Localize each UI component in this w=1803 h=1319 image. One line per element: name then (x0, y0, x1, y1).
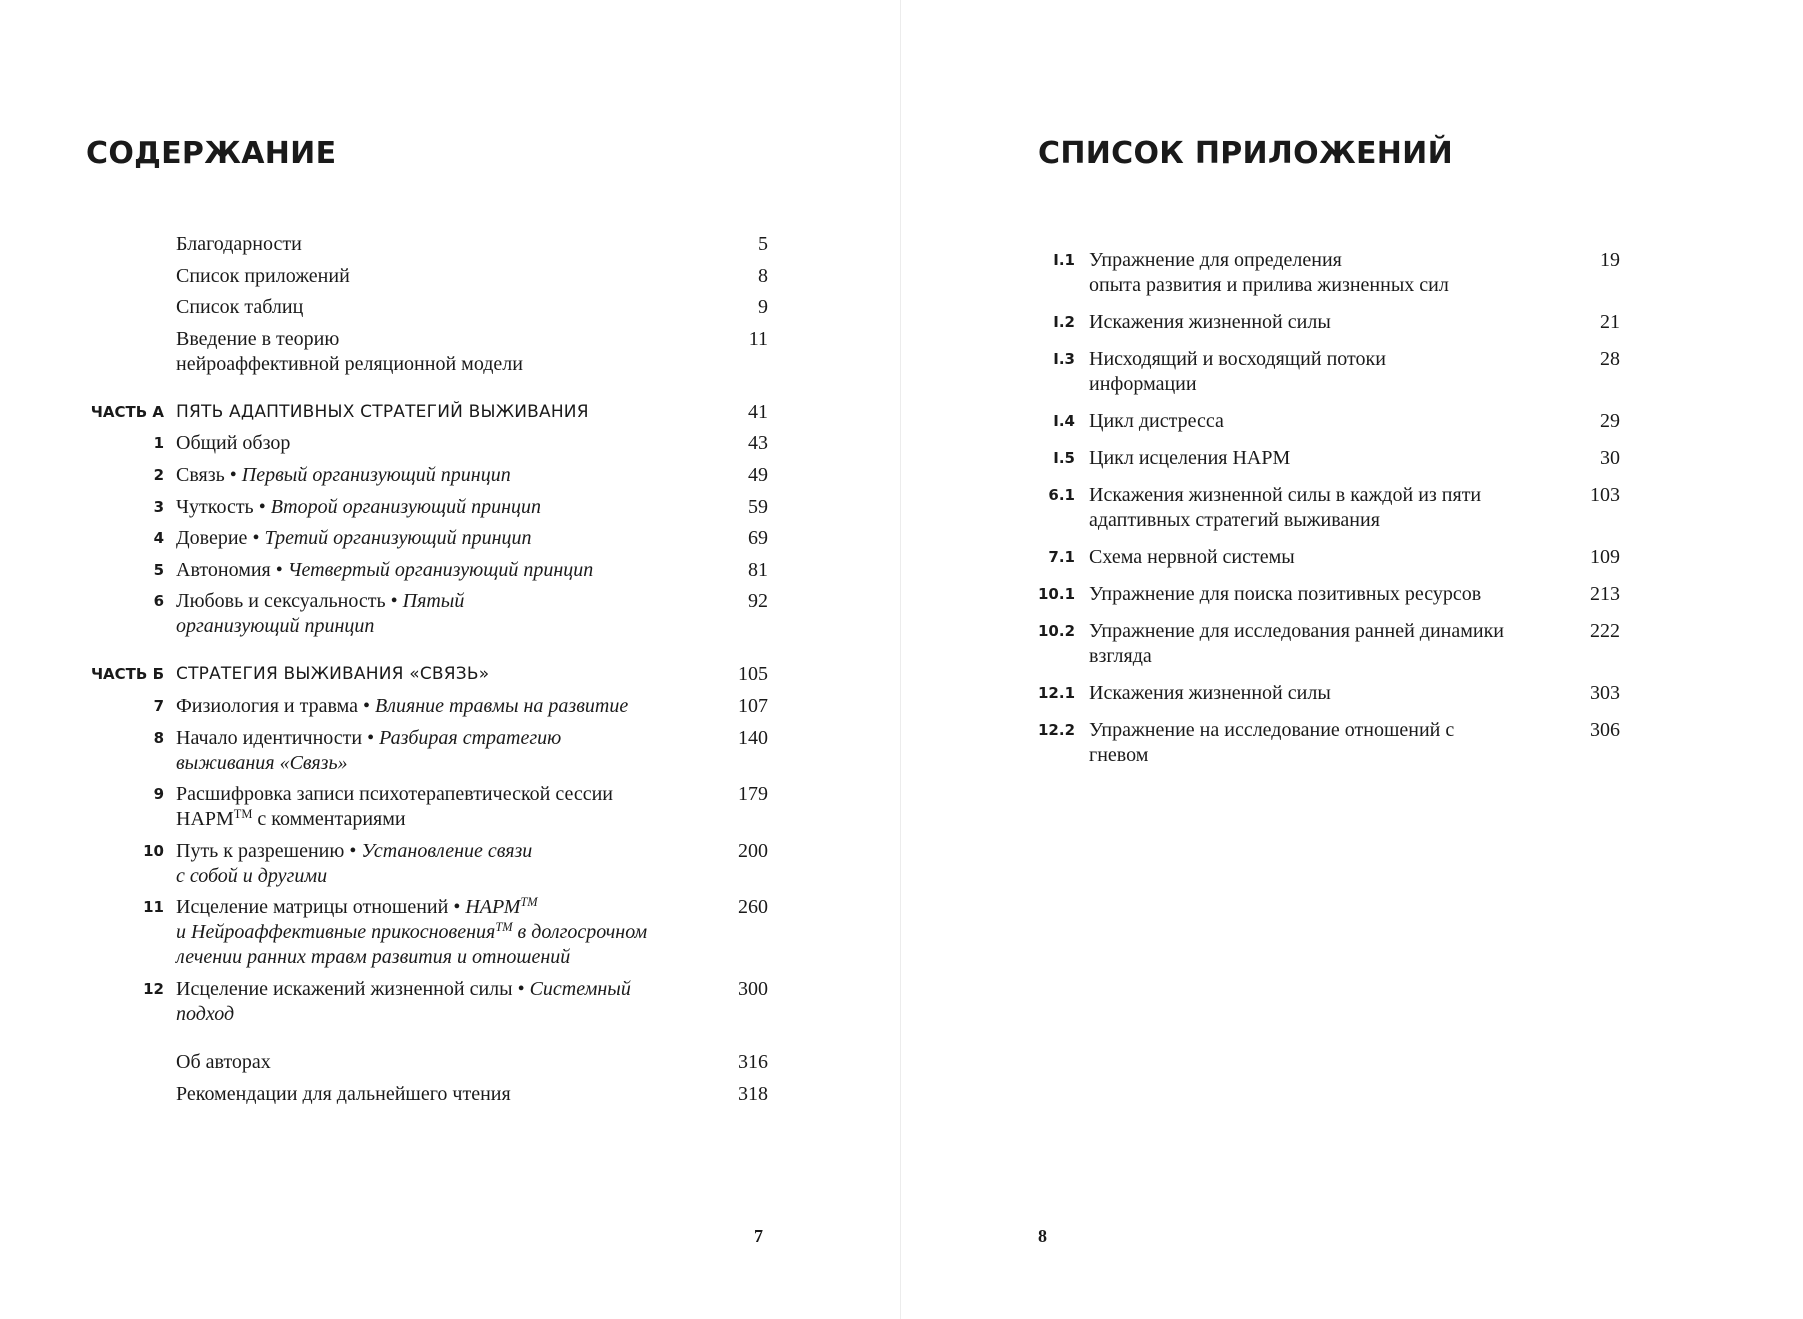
chapter-main-title: НАРМ (176, 808, 234, 831)
toc-chapter-6[interactable] (86, 589, 768, 639)
toc-chapter-5[interactable] (86, 558, 768, 583)
toc-entry-page: 300 (738, 977, 768, 1000)
chapter-subtitle: лечении ранних травм развития и отношений (176, 946, 571, 969)
appendix-page: 28 (1600, 348, 1620, 370)
appendix-number: I.5 (1053, 449, 1075, 467)
trademark-mark: TM (520, 895, 538, 910)
bullet-separator: • (517, 977, 525, 1000)
toc-entry-page: 140 (738, 726, 768, 749)
chapter-number: 12 (143, 979, 164, 998)
toc-entry-page: 9 (758, 296, 768, 319)
bullet-separator: • (275, 558, 283, 581)
appendix-title-line: Искажения жизненной силы в каждой из пяти (1089, 484, 1482, 506)
appendix-entry-10-2[interactable] (1038, 619, 1620, 669)
chapter-title (176, 895, 708, 970)
chapter-number: 3 (153, 497, 164, 516)
chapter-title (176, 839, 708, 889)
toc-entry-page: 49 (748, 463, 768, 486)
appendix-page: 29 (1600, 410, 1620, 432)
chapter-number: 5 (153, 560, 164, 579)
chapter-subtitle: Четвертый организующий принцип (287, 558, 594, 581)
toc-entry-title: Благодарности (176, 233, 302, 255)
chapter-number: 7 (153, 696, 164, 715)
toc-entry-title (176, 327, 708, 377)
chapter-subtitle: Системный (529, 977, 631, 1000)
chapter-number: 4 (153, 529, 164, 548)
appendix-title-line: адаптивных стратегий выживания (1089, 509, 1380, 531)
appendix-page: 30 (1600, 447, 1620, 469)
toc-entry-page: 105 (738, 663, 768, 686)
part-title: ПЯТЬ АДАПТИВНЫХ СТРАТЕГИЙ ВЫЖИВАНИЯ (176, 401, 589, 422)
bullet-separator: • (390, 590, 398, 613)
trademark-mark: TM (495, 920, 513, 935)
chapter-main-title: Начало идентичности (176, 726, 363, 749)
toc-entry-about-authors[interactable] (86, 1050, 768, 1075)
appendix-number: 10.1 (1038, 585, 1076, 603)
appendix-number: 7.1 (1048, 548, 1075, 566)
appendix-entry-10-1[interactable] (1038, 582, 1620, 607)
chapter-subtitle: Разбирая стратегию (379, 726, 562, 749)
toc-chapter-9[interactable] (86, 782, 768, 832)
chapter-title (176, 782, 708, 832)
toc-chapter-7[interactable] (86, 694, 768, 719)
appendix-title: Искажения жизненной силы (1089, 311, 1331, 333)
toc-entry-page: 59 (748, 495, 768, 518)
appendix-entry-i5[interactable] (1038, 446, 1620, 471)
appendix-page: 222 (1590, 620, 1620, 642)
appendix-page: 303 (1590, 682, 1620, 704)
appendix-number: 6.1 (1048, 486, 1075, 504)
toc-entry-page: 43 (748, 432, 768, 455)
chapter-title (176, 495, 708, 520)
chapter-subtitle: подход (176, 1002, 235, 1025)
toc-entry-acknowledgements[interactable] (86, 232, 768, 257)
chapter-title: Общий обзор (176, 432, 291, 455)
appendix-page: 21 (1600, 311, 1620, 333)
appendix-page: 19 (1600, 249, 1620, 271)
toc-chapter-10[interactable] (86, 839, 768, 889)
appendix-entry-12-1[interactable] (1038, 681, 1620, 706)
appendix-number: I.2 (1053, 313, 1075, 331)
bullet-separator: • (367, 726, 375, 749)
toc-chapter-8[interactable] (86, 726, 768, 776)
appendix-page: 103 (1590, 484, 1620, 506)
appendix-number: I.3 (1053, 350, 1075, 368)
toc-entry-further-reading[interactable] (86, 1082, 768, 1107)
bullet-separator: • (258, 495, 266, 518)
toc-entry-page: 107 (738, 694, 768, 717)
toc-chapter-2[interactable] (86, 463, 768, 488)
toc-entry-page: 260 (738, 896, 768, 919)
chapter-main-title: Физиология и травма (176, 694, 358, 717)
toc-entry-page: 318 (738, 1082, 768, 1105)
chapter-title (176, 558, 708, 583)
toc-chapter-12[interactable] (86, 977, 768, 1027)
appendix-title: Цикл исцеления НАРМ (1089, 447, 1291, 469)
chapter-number: 6 (153, 592, 164, 611)
chapter-number: 8 (153, 728, 164, 747)
toc-entry-title: Список таблиц (176, 296, 304, 319)
chapter-main-title: Автономия (176, 558, 271, 581)
appendix-title: Упражнение для исследования ранней динамики взгляда (1089, 620, 1505, 667)
appendix-number: 12.2 (1038, 721, 1076, 739)
appendix-number: I.1 (1053, 251, 1075, 269)
appendix-title (1089, 483, 1560, 533)
appendix-entry-i4[interactable] (1038, 409, 1620, 434)
appendix-entry-i2[interactable] (1038, 310, 1620, 335)
chapter-subtitle: Третий организующий принцип (264, 527, 532, 550)
appendix-number: 10.2 (1038, 622, 1076, 640)
chapter-number: 9 (153, 785, 164, 804)
chapter-main-title: Доверие (176, 527, 248, 550)
chapter-subtitle: и Нейроаффективные прикосновения (176, 921, 496, 944)
toc-entry-page: 11 (748, 327, 768, 350)
appendix-page: 109 (1590, 546, 1620, 568)
chapter-number: 10 (143, 841, 164, 860)
chapter-subtitle: выживания «Связь» (176, 751, 348, 774)
contents-heading: СОДЕРЖАНИЕ (86, 136, 337, 171)
chapter-title (176, 463, 708, 488)
toc-entry-introduction[interactable] (86, 327, 768, 377)
appendix-title (1089, 248, 1560, 298)
toc-entry-title: Список приложений (176, 264, 350, 287)
toc-entry-page: 92 (748, 590, 768, 613)
toc-entry-page: 179 (738, 783, 768, 806)
appendix-page: 213 (1590, 583, 1620, 605)
chapter-main-title: Любовь и сексуальность (176, 590, 386, 613)
toc-part-b[interactable] (86, 662, 768, 687)
appendix-entry-7-1[interactable] (1038, 545, 1620, 570)
part-label: ЧАСТЬ А (90, 402, 164, 421)
appendix-title: Упражнение на исследование отношений с гневом (1089, 719, 1455, 766)
appendix-title-line: Упражнение для определения (1089, 249, 1342, 271)
toc-entry-page: 8 (758, 264, 768, 287)
toc-part-a[interactable] (86, 400, 768, 425)
page-number: 8 (1038, 1226, 1047, 1246)
bullet-separator: • (229, 463, 237, 486)
chapter-main-title: Связь (176, 463, 225, 486)
toc-entry-page: 316 (738, 1050, 768, 1073)
chapter-number: 2 (153, 465, 164, 484)
left-page (0, 0, 900, 1319)
appendix-number: I.4 (1053, 412, 1075, 430)
appendix-list-heading: СПИСОК ПРИЛОЖЕНИЙ (1038, 136, 1453, 171)
chapter-main-title: Путь к разрешению (176, 839, 345, 862)
part-title: СТРАТЕГИЯ ВЫЖИВАНИЯ «СВЯЗЬ» (176, 664, 490, 685)
chapter-subtitle: Первый организующий принцип (241, 463, 511, 486)
appendix-entry-12-2[interactable] (1038, 718, 1620, 768)
appendix-title: Искажения жизненной силы (1089, 682, 1331, 704)
appendix-title-line: опыта развития и прилива жизненных сил (1089, 274, 1449, 296)
chapter-subtitle: Второй организующий принцип (270, 495, 541, 518)
chapter-main-title: Чуткость (176, 495, 254, 518)
toc-entry-title-line: нейроаффективной реляционной модели (176, 352, 523, 375)
chapter-number: 1 (153, 434, 164, 453)
part-label: ЧАСТЬ Б (90, 665, 164, 684)
chapter-title (176, 977, 708, 1027)
appendix-entry-6-1[interactable] (1038, 483, 1620, 533)
appendix-entry-i1[interactable] (1038, 248, 1620, 298)
chapter-subtitle: в долгосрочном (512, 921, 648, 944)
toc-chapter-3[interactable] (86, 495, 768, 520)
bullet-separator: • (252, 527, 260, 550)
toc-entry-title: Об авторах (176, 1050, 271, 1073)
chapter-title (176, 589, 708, 639)
chapter-subtitle: Установление связи (361, 839, 533, 862)
appendix-title: Цикл дистресса (1089, 410, 1224, 432)
page-number: 7 (754, 1226, 763, 1246)
toc-chapter-11[interactable] (86, 895, 768, 970)
chapter-main-title: Исцеление искажений жизненной силы (176, 977, 513, 1000)
chapter-subtitle: Влияние травмы на развитие (375, 694, 629, 717)
toc-entry-page: 81 (748, 558, 768, 581)
chapter-main-title: с комментариями (252, 808, 406, 831)
chapter-number: 11 (143, 898, 164, 917)
contents-list (86, 232, 768, 1113)
toc-entry-page: 69 (748, 527, 768, 550)
toc-entry-page: 200 (738, 839, 768, 862)
toc-entry-table-list[interactable] (86, 295, 768, 320)
toc-entry-appendix-list[interactable] (86, 264, 768, 289)
trademark-mark: TM (233, 807, 253, 822)
right-page (901, 0, 1803, 1319)
bullet-separator: • (453, 896, 461, 919)
appendix-number: 12.1 (1038, 684, 1076, 702)
chapter-title (176, 694, 708, 719)
bullet-separator: • (349, 839, 357, 862)
chapter-title (176, 526, 708, 551)
appendix-title: Упражнение для поиска позитивных ресурсов (1089, 583, 1482, 605)
toc-entry-page: 5 (758, 233, 768, 255)
appendix-list (1038, 248, 1620, 780)
appendix-page: 306 (1590, 719, 1620, 741)
toc-entry-title: Рекомендации для дальнейшего чтения (176, 1082, 511, 1105)
toc-chapter-1[interactable] (86, 431, 768, 456)
chapter-title (176, 726, 708, 776)
chapter-main-title: Расшифровка записи психотерапевтической сессии (176, 783, 614, 806)
chapter-subtitle: с собой и другими (176, 864, 328, 887)
appendix-title: Нисходящий и восходящий потоки информации (1089, 348, 1386, 395)
toc-chapter-4[interactable] (86, 526, 768, 551)
chapter-subtitle: Пятый (402, 590, 465, 613)
toc-entry-page: 41 (748, 400, 768, 423)
chapter-main-title: Исцеление матрицы отношений (176, 896, 449, 919)
bullet-separator: • (363, 694, 371, 717)
appendix-entry-i3[interactable] (1038, 347, 1620, 397)
toc-entry-title-line: Введение в теорию (176, 327, 340, 350)
chapter-subtitle: организующий принцип (176, 615, 375, 638)
appendix-title: Схема нервной системы (1089, 546, 1295, 568)
chapter-subtitle: НАРМ (465, 896, 521, 919)
